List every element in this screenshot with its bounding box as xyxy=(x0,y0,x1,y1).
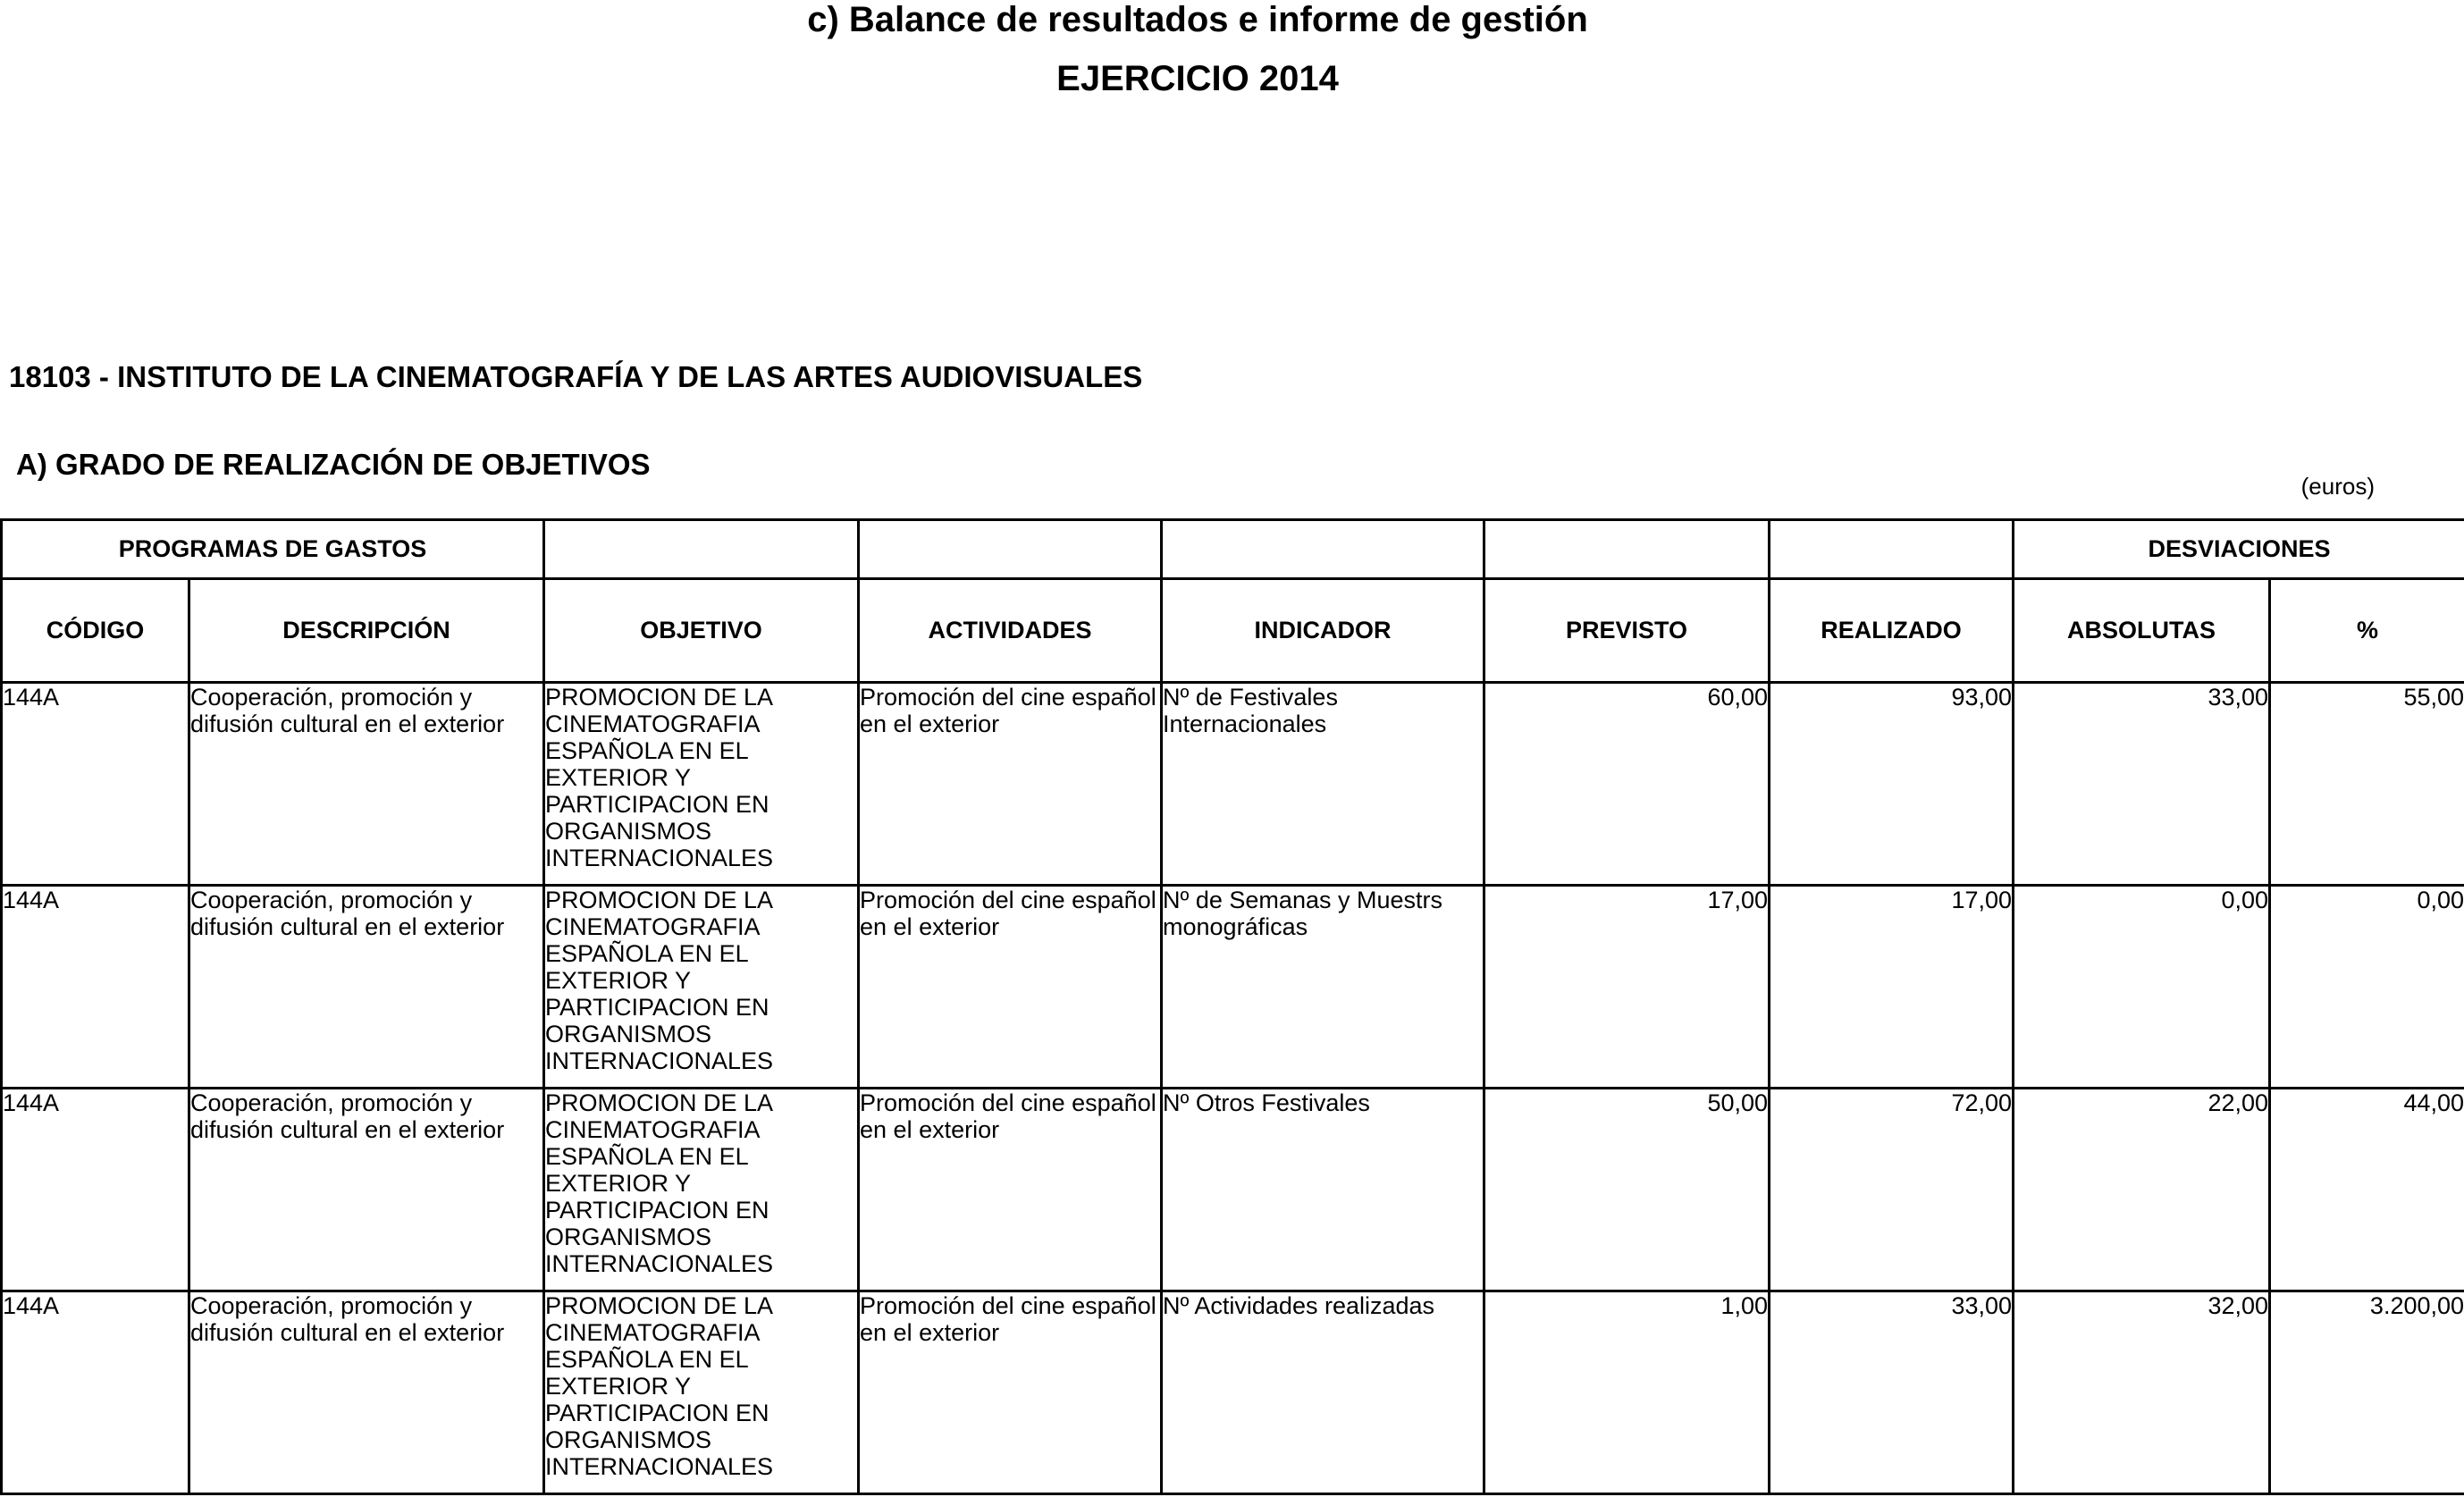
group-header-empty xyxy=(544,520,859,579)
group-header-row xyxy=(2,520,2464,579)
column-header-absolutas: ABSOLUTAS xyxy=(2014,579,2270,683)
cell-actividades: Promoción del cine español en el exterior xyxy=(859,886,1162,1089)
cell-realizado: 93,00 xyxy=(1770,683,2014,886)
cell-indicador: Nº Actividades realizadas xyxy=(1162,1291,1484,1494)
cell-actividades: Promoción del cine español en el exterior xyxy=(859,1291,1162,1494)
document-subtitle: EJERCICIO 2014 xyxy=(1056,59,1339,98)
group-header-empty xyxy=(1484,520,1770,579)
cell-porcentaje: 0,00 xyxy=(2270,886,2464,1089)
document-title: c) Balance de resultados e informe de gestión xyxy=(807,0,1588,39)
cell-previsto: 60,00 xyxy=(1484,683,1770,886)
cell-indicador: Nº Otros Festivales xyxy=(1162,1089,1484,1291)
units-label: (euros) xyxy=(2300,473,2375,500)
group-header-empty xyxy=(1162,520,1484,579)
cell-realizado: 72,00 xyxy=(1770,1089,2014,1291)
cell-descripcion: Cooperación, promoción y difusión cultural en el exterior xyxy=(189,1089,544,1291)
cell-previsto: 50,00 xyxy=(1484,1089,1770,1291)
cell-objetivo: PROMOCION DE LA CINEMATOGRAFIA ESPAÑOLA EN EL EXTERIOR Y PARTICIPACION EN ORGANISMOS INTERNACIONALES xyxy=(544,683,859,886)
column-header-realizado: REALIZADO xyxy=(1770,579,2014,683)
cell-codigo: 144A xyxy=(2,1089,189,1291)
cell-descripcion: Cooperación, promoción y difusión cultural en el exterior xyxy=(189,683,544,886)
cell-objetivo: PROMOCION DE LA CINEMATOGRAFIA ESPAÑOLA EN EL EXTERIOR Y PARTICIPACION EN ORGANISMOS INTERNACIONALES xyxy=(544,886,859,1089)
group-header-empty xyxy=(859,520,1162,579)
cell-porcentaje: 3.200,00 xyxy=(2270,1291,2464,1494)
table-row xyxy=(2,683,2464,886)
cell-codigo: 144A xyxy=(2,886,189,1089)
column-header-codigo: CÓDIGO xyxy=(2,579,189,683)
cell-indicador: Nº de Festivales Internacionales xyxy=(1162,683,1484,886)
cell-porcentaje: 55,00 xyxy=(2270,683,2464,886)
table-row xyxy=(2,1089,2464,1291)
cell-absolutas: 33,00 xyxy=(2014,683,2270,886)
cell-actividades: Promoción del cine español en el exterior xyxy=(859,1089,1162,1291)
group-header-programas: PROGRAMAS DE GASTOS xyxy=(2,520,544,579)
section-heading: A) GRADO DE REALIZACIÓN DE OBJETIVOS xyxy=(16,448,651,481)
cell-objetivo: PROMOCION DE LA CINEMATOGRAFIA ESPAÑOLA EN EL EXTERIOR Y PARTICIPACION EN ORGANISMOS INTERNACIONALES xyxy=(544,1291,859,1494)
cell-actividades: Promoción del cine español en el exterior xyxy=(859,683,1162,886)
cell-realizado: 17,00 xyxy=(1770,886,2014,1089)
cell-previsto: 1,00 xyxy=(1484,1291,1770,1494)
cell-objetivo: PROMOCION DE LA CINEMATOGRAFIA ESPAÑOLA EN EL EXTERIOR Y PARTICIPACION EN ORGANISMOS INTERNACIONALES xyxy=(544,1089,859,1291)
column-header-previsto: PREVISTO xyxy=(1484,579,1770,683)
cell-codigo: 144A xyxy=(2,683,189,886)
entity-heading: 18103 - INSTITUTO DE LA CINEMATOGRAFÍA Y DE LAS ARTES AUDIOVISUALES xyxy=(9,360,1143,393)
cell-indicador: Nº de Semanas y Muestrs monográficas xyxy=(1162,886,1484,1089)
column-header-indicador: INDICADOR xyxy=(1162,579,1484,683)
cell-absolutas: 22,00 xyxy=(2014,1089,2270,1291)
table-row xyxy=(2,886,2464,1089)
cell-porcentaje: 44,00 xyxy=(2270,1089,2464,1291)
column-header-actividades: ACTIVIDADES xyxy=(859,579,1162,683)
cell-absolutas: 0,00 xyxy=(2014,886,2270,1089)
column-header-descripcion: DESCRIPCIÓN xyxy=(189,579,544,683)
column-header-row xyxy=(2,579,2464,683)
cell-descripcion: Cooperación, promoción y difusión cultural en el exterior xyxy=(189,1291,544,1494)
table-row xyxy=(2,1291,2464,1494)
column-header-porcentaje: % xyxy=(2270,579,2464,683)
cell-descripcion: Cooperación, promoción y difusión cultural en el exterior xyxy=(189,886,544,1089)
cell-codigo: 144A xyxy=(2,1291,189,1494)
cell-previsto: 17,00 xyxy=(1484,886,1770,1089)
column-header-objetivo: OBJETIVO xyxy=(544,579,859,683)
group-header-desviaciones: DESVIACIONES xyxy=(2014,520,2464,579)
group-header-empty xyxy=(1770,520,2014,579)
objectives-table xyxy=(0,518,2464,1495)
cell-realizado: 33,00 xyxy=(1770,1291,2014,1494)
cell-absolutas: 32,00 xyxy=(2014,1291,2270,1494)
